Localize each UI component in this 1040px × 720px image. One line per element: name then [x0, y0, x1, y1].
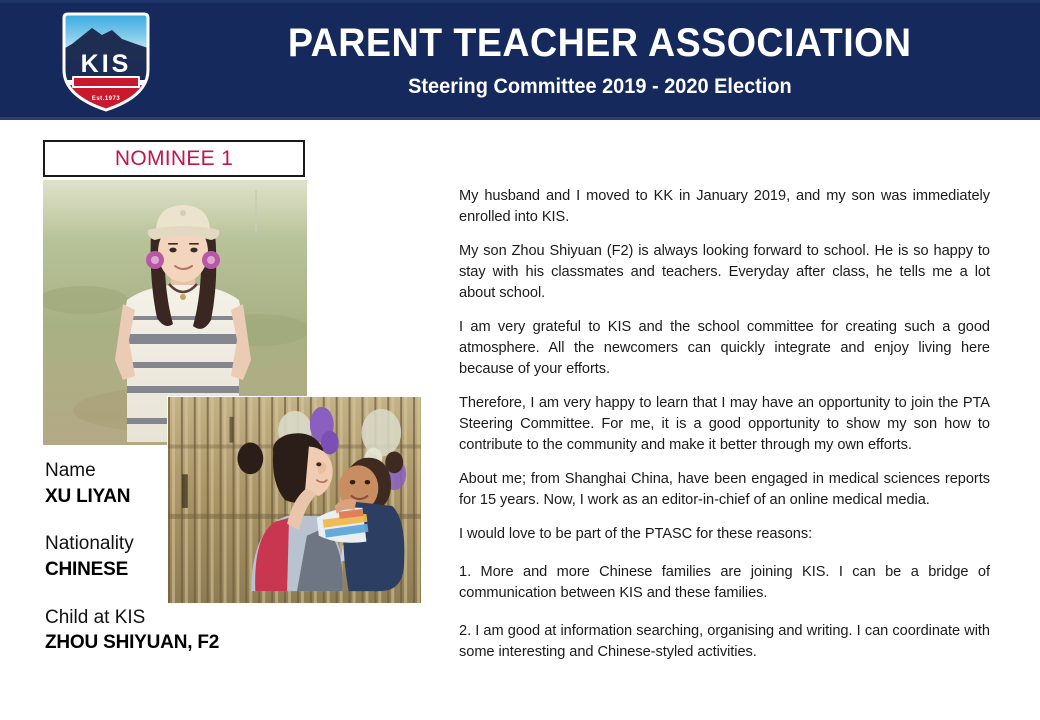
detail-label-name: Name	[45, 460, 96, 481]
earring-left	[146, 251, 164, 269]
statement-paragraph: My son Zhou Shiyuan (F2) is always looking forward to school. He is so happy to stay with his classmates and teachers. Everyday after class, he tells me a lot about school.	[459, 243, 990, 301]
page-header	[0, 0, 1040, 120]
detail-value-name: XU LIYAN	[45, 485, 131, 507]
earring-right	[202, 251, 220, 269]
detail-value-child-at-kis: ZHOU SHIYUAN, F2	[45, 632, 220, 654]
statement-paragraph: About me; from Shanghai China, have been engaged in medical sciences reports for 15 years. Now, I work as an editor-in-chief of an online medical media.	[459, 471, 990, 508]
logo-established-text: Est.1973	[91, 96, 121, 102]
statement-reason-item: 2. I am good at information searching, organising and writing. I can coordinate with some interesting and Chinese-styled activities.	[459, 623, 990, 660]
nominee-statement	[459, 186, 990, 663]
header-text-block	[170, 0, 1030, 120]
statement-reason-item: 1. More and more Chinese families are joining KIS. I can be a bridge of communication between KIS and these families.	[459, 564, 990, 601]
detail-label-nationality: Nationality	[45, 533, 134, 555]
detail-value-nationality: CHINESE	[45, 558, 129, 580]
statement-paragraph: I would love to be part of the PTASC for these reasons:	[459, 526, 813, 542]
logo-banner-text: SABAH	[90, 80, 122, 87]
nominee-badge-label: NOMINEE 1	[114, 146, 234, 170]
statement-paragraph: Therefore, I am very happy to learn that I may have an opportunity to join the PTA Steering Committee. For me, it is a good opportunity to show my son how to contribute to the community and make it better through my own efforts.	[459, 395, 990, 453]
page-subtitle: Steering Committee 2019 - 2020 Election	[408, 75, 792, 99]
nominee-badge	[43, 140, 305, 177]
detail-label-child-at-kis: Child at KIS	[45, 606, 146, 628]
nominee-details	[45, 458, 285, 656]
statement-paragraph: My husband and I moved to KK in January 2019, and my son was immediately enrolled into KIS.	[459, 188, 990, 225]
kis-shield-logo	[58, 10, 154, 114]
page-title: PARENT TEACHER ASSOCIATION	[288, 21, 912, 66]
statement-paragraph: I am very grateful to KIS and the school committee for creating such a good atmosphere. All the newcomers can quickly integrate and enjoy living here because of your efforts.	[459, 319, 990, 377]
logo-initials-text: KIS	[80, 50, 132, 78]
